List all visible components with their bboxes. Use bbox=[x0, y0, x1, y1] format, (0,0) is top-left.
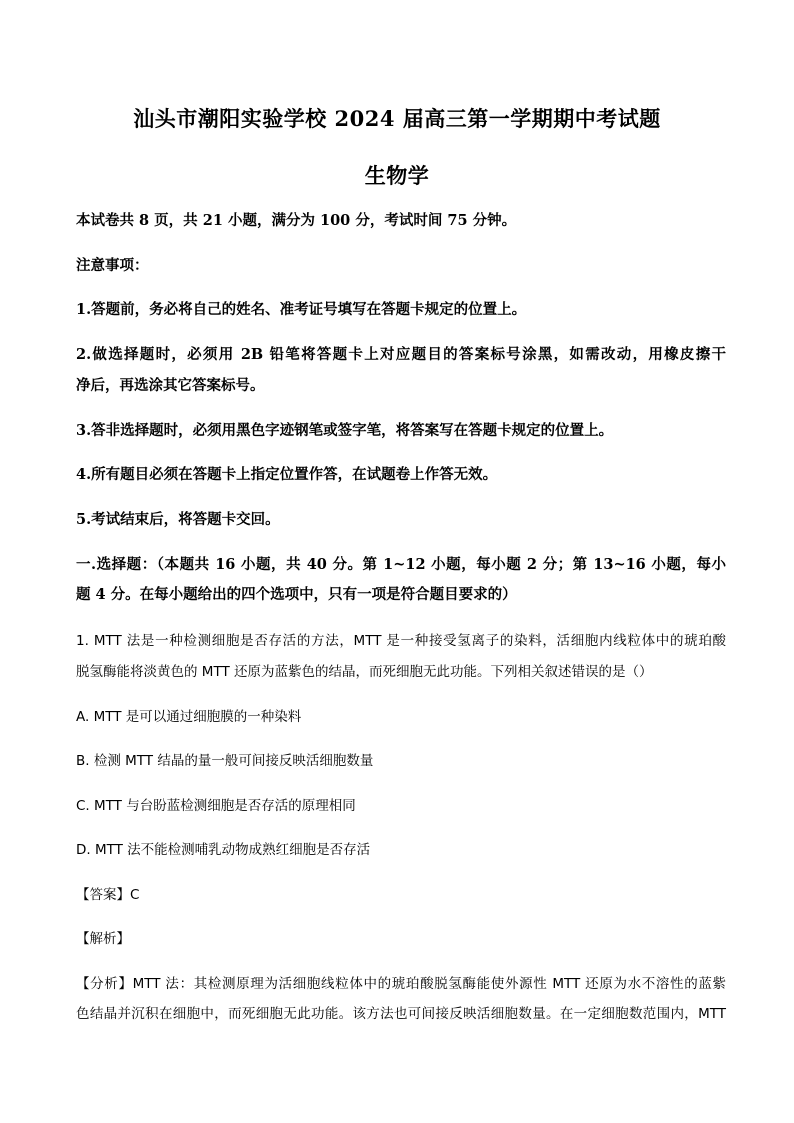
section-heading: 一.选择题：（本题共 16 小题，共 40 分。第 1~12 小题，每小题 2 分；第 13~16 小题，每小 bbox=[76, 556, 726, 573]
analysis-text: 色结晶并沉积在细胞中，而死细胞无此功能。该方法也可间接反映活细胞数量。在一定细胞数范围内，MTT bbox=[76, 1006, 726, 1022]
note-item: 4.所有题目必须在答题卡上指定位置作答，在试题卷上作答无效。 bbox=[76, 466, 498, 483]
exam-title: 汕头市潮阳实验学校 2024 届高三第一学期期中考试题 bbox=[133, 106, 661, 131]
option-d: D. MTT 法不能检测哺乳动物成熟红细胞是否存活 bbox=[76, 842, 371, 858]
note-item: 5.考试结束后，将答题卡交回。 bbox=[76, 511, 280, 528]
notes-heading: 注意事项： bbox=[76, 257, 149, 274]
question-stem: 脱氢酶能将淡黄色的 MTT 还原为蓝紫色的结晶，而死细胞无此功能。下列相关叙述错误的是（） bbox=[76, 664, 653, 680]
option-a: A. MTT 是可以通过细胞膜的一种染料 bbox=[76, 709, 302, 725]
note-item: 净后，再选涂其它答案标号。 bbox=[76, 377, 265, 394]
note-item: 1.答题前，务必将自己的姓名、准考证号填写在答题卡规定的位置上。 bbox=[76, 301, 527, 318]
exam-info: 本试卷共 8 页，共 21 小题，满分为 100 分，考试时间 75 分钟。 bbox=[76, 212, 517, 229]
analysis-text: 【分析】MTT 法：其检测原理为活细胞线粒体中的琥珀酸脱氢酶能使外源性 MTT 还原为水不溶性的蓝紫 bbox=[76, 976, 726, 992]
analysis-heading: 【解析】 bbox=[76, 931, 130, 947]
note-item: 3.答非选择题时，必须用黑色字迹钢笔或签字笔，将答案写在答题卡规定的位置上。 bbox=[76, 422, 614, 439]
question-stem: 1. MTT 法是一种检测细胞是否存活的方法，MTT 是一种接受氢离子的染料，活细胞内线粒体中的琥珀酸 bbox=[76, 633, 726, 649]
section-heading: 题 4 分。在每小题给出的四个选项中，只有一项是符合题目要求的） bbox=[76, 586, 517, 603]
subject-title: 生物学 bbox=[364, 163, 430, 188]
option-b: B. 检测 MTT 结晶的量一般可间接反映活细胞数量 bbox=[76, 753, 374, 769]
option-c: C. MTT 与台盼蓝检测细胞是否存活的原理相同 bbox=[76, 798, 356, 814]
answer: 【答案】C bbox=[76, 887, 140, 903]
note-item: 2.做选择题时，必须用 2B 铅笔将答题卡上对应题目的答案标号涂黑，如需改动，用橡皮擦干 bbox=[76, 346, 726, 363]
